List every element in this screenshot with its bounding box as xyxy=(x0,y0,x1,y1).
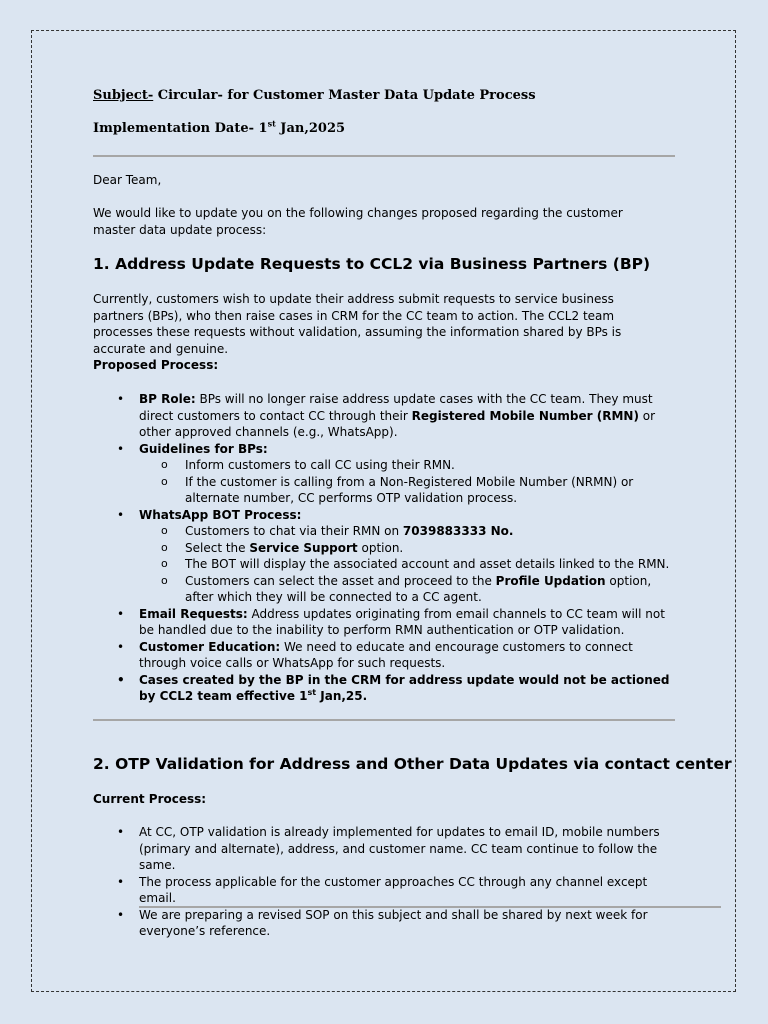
bullet-icon: • xyxy=(117,825,125,839)
wa-step-text: Select the xyxy=(185,540,250,555)
list-item xyxy=(93,874,683,907)
bullet-icon: • xyxy=(117,606,125,621)
wa-step-text: Customers to chat via their RMN on xyxy=(185,524,403,538)
subject-text: Circular- for Customer Master Data Update Process xyxy=(153,88,536,103)
sub-list-item xyxy=(93,474,683,507)
education-text: We need to educate and encourage customers to connect through voice calls or WhatsApp for such requests. xyxy=(139,639,633,670)
section1-heading: 1. Address Update Requests to CCL2 via Business Partners (BP) xyxy=(93,255,651,273)
circle-bullet-icon: o xyxy=(161,540,168,554)
circle-bullet-icon: o xyxy=(161,557,168,570)
circle-bullet-icon: o xyxy=(161,474,168,488)
greeting: Dear Team, xyxy=(93,173,162,187)
sub-list-item xyxy=(93,523,683,540)
whatsapp-label: WhatsApp BOT Process: xyxy=(139,507,302,522)
cases-sup: st xyxy=(307,688,317,697)
list-item-guidelines xyxy=(93,441,683,458)
circle-bullet-icon: o xyxy=(161,573,168,587)
list-item-bp-role xyxy=(93,391,683,441)
subject-label: Subject- xyxy=(93,88,154,103)
bullet-icon: • xyxy=(117,639,125,654)
current-process-label: Current Process: xyxy=(93,792,207,806)
guidelines-label: Guidelines for BPs: xyxy=(139,441,268,456)
rmn-term: Registered Mobile Number (RMN) xyxy=(411,408,639,423)
list-item-email xyxy=(93,606,683,639)
divider-middle xyxy=(93,719,675,721)
email-text: Address updates originating from email channels to CC team will not be handled due to the inability to perform RMN authentication or OTP validation. xyxy=(139,606,665,637)
bp-role-text-end: or other approved channels (e.g., WhatsApp). xyxy=(139,408,656,439)
implementation-date xyxy=(93,118,346,136)
cases-text-end: Jan,25. xyxy=(316,689,368,703)
sub-list-item xyxy=(93,540,683,557)
list-item xyxy=(93,907,683,940)
bullet-icon: • xyxy=(117,507,125,522)
impl-prefix: Implementation Date- 1 xyxy=(93,121,268,136)
bullet-icon: • xyxy=(117,874,125,889)
current-process-list xyxy=(93,824,683,940)
sub-list-item xyxy=(93,457,683,474)
circle-bullet-icon: o xyxy=(161,524,168,537)
sub-list-item xyxy=(93,573,683,606)
list-item xyxy=(93,824,683,874)
bp-role-label: BP Role: xyxy=(139,392,196,406)
section2-heading: 2. OTP Validation for Address and Other Data Updates via contact center xyxy=(93,755,732,773)
email-label: Email Requests: xyxy=(139,606,248,621)
bullet-icon: • xyxy=(117,907,125,922)
wa-step-text-end: option, after which they will be connected to a CC agent. xyxy=(185,573,652,604)
profile-updation-term: Profile Updation xyxy=(495,573,606,588)
impl-sup: st xyxy=(267,118,276,129)
guideline-text: If the customer is calling from a Non-Registered Mobile Number (NRMN) or alternate number, CC performs OTP validation process. xyxy=(185,474,634,505)
subject-line xyxy=(93,88,536,103)
bp-role-text: BPs will no longer raise address update cases with the CC team. They must direct customers to contact CC through their xyxy=(139,392,653,423)
list-item-whatsapp xyxy=(93,507,683,524)
wa-step-text: The BOT will display the associated account and asset details linked to the RMN. xyxy=(185,557,670,571)
current-process-text: At CC, OTP validation is already implemented for updates to email ID, mobile numbers (primary and alternate), address, and customer name. CC team continue to follow the same. xyxy=(139,825,660,872)
proposed-process-list xyxy=(93,391,683,705)
bullet-icon: • xyxy=(117,672,125,687)
divider-top xyxy=(93,155,675,157)
education-label: Customer Education: xyxy=(139,639,281,654)
impl-suffix: Jan,2025 xyxy=(275,121,346,136)
wa-step-text: Customers can select the asset and proceed to the xyxy=(185,573,496,588)
bullet-icon: • xyxy=(117,441,125,456)
list-item-cases xyxy=(93,672,683,705)
wa-step-text-end: option. xyxy=(357,540,404,555)
sub-list-item xyxy=(93,556,683,573)
service-support-term: Service Support xyxy=(249,540,358,555)
circle-bullet-icon: o xyxy=(161,458,168,471)
proposed-process-label: Proposed Process: xyxy=(93,358,219,372)
section1-paragraph: Currently, customers wish to update their address submit requests to service business partners (BPs), who then raise cases in CRM for the CC team to action. The CCL2 team processes these requests without validation, assuming the information shared by BPs is accurate and genuine. xyxy=(93,292,622,356)
intro-paragraph: We would like to update you on the following changes proposed regarding the customer master data update process: xyxy=(93,206,623,237)
divider-bottom xyxy=(139,906,721,908)
bullet-icon: • xyxy=(117,392,125,406)
whatsapp-number: 7039883333 No. xyxy=(402,524,514,538)
current-process-text: The process applicable for the customer approaches CC through any channel except email. xyxy=(139,874,648,905)
current-process-text: We are preparing a revised SOP on this subject and shall be shared by next week for everyone’s reference. xyxy=(139,907,648,938)
list-item-education xyxy=(93,639,683,672)
guideline-text: Inform customers to call CC using their RMN. xyxy=(185,458,455,472)
cases-text: Cases created by the BP in the CRM for address update would not be actioned by CCL2 team effective 1 xyxy=(139,672,670,703)
